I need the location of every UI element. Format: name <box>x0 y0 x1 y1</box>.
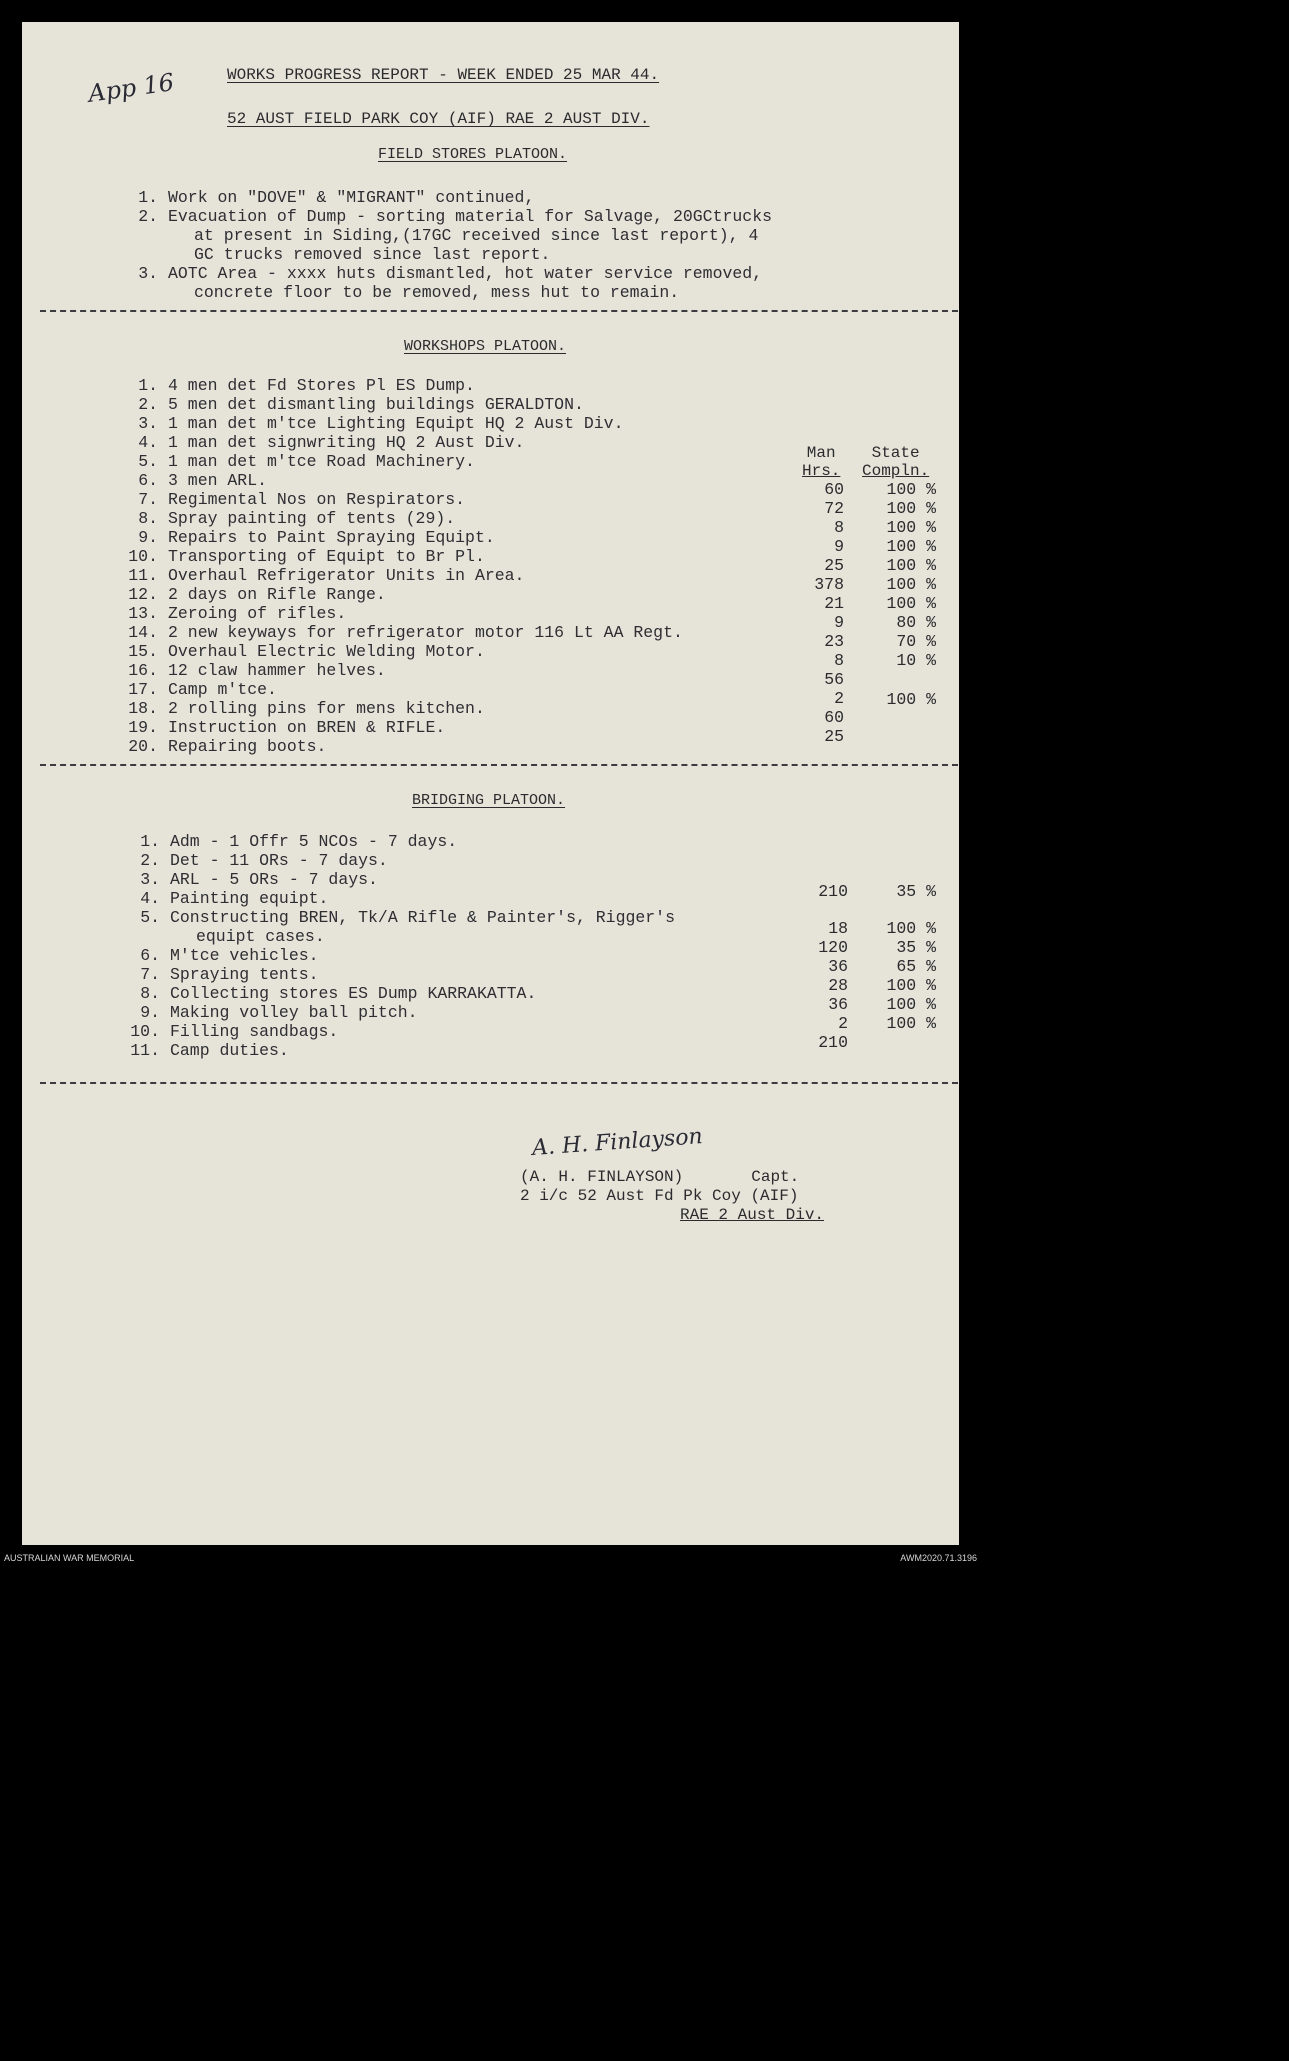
state-value: 100 % <box>886 976 936 995</box>
hours-value: 25 <box>824 556 844 575</box>
signatory-name: (A. H. FINLAYSON) <box>520 1168 684 1186</box>
state-value: 100 % <box>886 995 936 1014</box>
state-value: 35 % <box>896 938 936 957</box>
section-divider <box>40 764 958 766</box>
state-value: 100 % <box>886 575 936 594</box>
signatory-appointment: 2 i/c 52 Aust Fd Pk Coy (AIF) <box>520 1187 799 1205</box>
list-item: 9. Making volley ball pitch. <box>140 1003 418 1022</box>
state-value: 100 % <box>886 556 936 575</box>
list-item: 8. Collecting stores ES Dump KARRAKATTA. <box>140 984 537 1003</box>
workshops-state-column <box>866 480 936 709</box>
hours-value: 72 <box>824 499 844 518</box>
list-item: 7. Regimental Nos on Respirators. <box>138 490 466 509</box>
state-value: 100 % <box>886 690 936 709</box>
field-stores-heading: FIELD STORES PLATOON. <box>378 146 568 163</box>
state-column-header: State Compln. <box>862 444 930 480</box>
hours-value: 2 <box>834 689 844 708</box>
hours-value: 25 <box>824 727 844 746</box>
hours-value: 2 <box>838 1014 848 1033</box>
hours-value: 23 <box>824 632 844 651</box>
bridging-hours-column <box>802 882 848 1052</box>
hours-value: 378 <box>814 575 844 594</box>
state-value: 100 % <box>886 499 936 518</box>
bridging-list <box>124 832 675 1060</box>
document-page <box>22 22 959 1545</box>
signature-scrawl: A. H. Finlayson <box>531 1124 704 1161</box>
list-item: 5. 1 man det m'tce Road Machinery. <box>138 452 475 471</box>
list-item: 16. 12 claw hammer helves. <box>128 661 386 680</box>
state-value: 100 % <box>886 1014 936 1033</box>
hours-value: 60 <box>824 708 844 727</box>
hours-value: 8 <box>834 518 844 537</box>
list-item: 3. 1 man det m'tce Lighting Equipt HQ 2 Aust Div. <box>138 414 624 433</box>
list-item: 17. Camp m'tce. <box>128 680 277 699</box>
hours-value: 36 <box>828 995 848 1014</box>
list-item: 14. 2 new keyways for refrigerator motor 116 Lt AA Regt. <box>128 623 683 642</box>
state-value: 65 % <box>896 957 936 976</box>
list-item: 12. 2 days on Rifle Range. <box>128 585 386 604</box>
list-item: 8. Spray painting of tents (29). <box>138 509 456 528</box>
section-divider <box>40 1082 958 1084</box>
list-item: 7. Spraying tents. <box>140 965 319 984</box>
signatory-rank: Capt. <box>751 1168 800 1186</box>
list-item: 6. 3 men ARL. <box>138 471 268 490</box>
list-item-continuation: concrete floor to be removed, mess hut to remain. <box>194 283 680 302</box>
bridging-heading: BRIDGING PLATOON. <box>412 792 566 809</box>
list-item: 11. Overhaul Refrigerator Units in Area. <box>128 566 525 585</box>
list-item: 1. Work on "DOVE" & "MIGRANT" continued, <box>138 188 535 207</box>
signatory-unit: RAE 2 Aust Div. <box>680 1206 825 1224</box>
workshops-list <box>122 376 683 756</box>
man-hours-column-header: Man Hrs. <box>802 444 841 480</box>
signature-block <box>520 1168 824 1225</box>
list-item: 2. 5 men det dismantling buildings GERALDTON. <box>138 395 584 414</box>
hours-value: 18 <box>828 919 848 938</box>
footer-accession-number: AWM2020.71.3196 <box>900 1553 977 1563</box>
list-item: 10. Filling sandbags. <box>130 1022 339 1041</box>
state-value: 35 % <box>896 882 936 901</box>
hours-value: 60 <box>824 480 844 499</box>
state-value: 100 % <box>886 518 936 537</box>
list-item: 13. Zeroing of rifles. <box>128 604 347 623</box>
list-item: 4. Painting equipt. <box>140 889 329 908</box>
list-item-continuation: equipt cases. <box>196 927 325 946</box>
list-item-continuation: GC trucks removed since last report. <box>194 245 551 264</box>
workshops-hours-column <box>802 480 844 746</box>
unit-title: 52 AUST FIELD PARK COY (AIF) RAE 2 AUST DIV. <box>227 110 650 128</box>
list-item: 1. 4 men det Fd Stores Pl ES Dump. <box>138 376 475 395</box>
hours-value: 9 <box>834 537 844 556</box>
list-item: 19. Instruction on BREN & RIFLE. <box>128 718 446 737</box>
list-item: 2. Evacuation of Dump - sorting material for Salvage, 20GCtrucks <box>138 207 772 226</box>
state-value: 80 % <box>896 613 936 632</box>
report-title: WORKS PROGRESS REPORT - WEEK ENDED 25 MAR 44. <box>227 66 660 84</box>
list-item: 18. 2 rolling pins for mens kitchen. <box>128 699 485 718</box>
state-value: 100 % <box>886 537 936 556</box>
hours-value: 56 <box>824 670 844 689</box>
list-item: 5. Constructing BREN, Tk/A Rifle & Painter's, Rigger's <box>140 908 675 927</box>
footer <box>0 1547 981 1569</box>
section-divider <box>40 310 958 312</box>
list-item: 9. Repairs to Paint Spraying Equipt. <box>138 528 495 547</box>
list-item: 20. Repairing boots. <box>128 737 327 756</box>
list-item: 4. 1 man det signwriting HQ 2 Aust Div. <box>138 433 525 452</box>
state-value: 70 % <box>896 632 936 651</box>
hours-value: 210 <box>818 1033 848 1052</box>
state-value: 100 % <box>886 594 936 613</box>
bridging-state-column <box>866 882 936 1033</box>
list-item: 15. Overhaul Electric Welding Motor. <box>128 642 485 661</box>
state-value: 100 % <box>886 919 936 938</box>
hours-value: 210 <box>818 882 848 901</box>
hours-value: 120 <box>818 938 848 957</box>
hours-value: 21 <box>824 594 844 613</box>
field-stores-list <box>122 188 772 302</box>
hours-value: 9 <box>834 613 844 632</box>
list-item: 10. Transporting of Equipt to Br Pl. <box>128 547 485 566</box>
hours-value: 28 <box>828 976 848 995</box>
list-item: 3. AOTC Area - xxxx huts dismantled, hot water service removed, <box>138 264 763 283</box>
hours-value: 8 <box>834 651 844 670</box>
footer-source: AUSTRALIAN WAR MEMORIAL <box>4 1553 135 1563</box>
hours-value: 36 <box>828 957 848 976</box>
list-item: 3. ARL - 5 ORs - 7 days. <box>140 870 378 889</box>
state-value: 100 % <box>886 480 936 499</box>
state-value: 10 % <box>896 651 936 670</box>
list-item: 11. Camp duties. <box>130 1041 289 1060</box>
list-item-continuation: at present in Siding,(17GC received since last report), 4 <box>194 226 759 245</box>
workshops-heading: WORKSHOPS PLATOON. <box>404 338 567 355</box>
list-item: 6. M'tce vehicles. <box>140 946 319 965</box>
list-item: 2. Det - 11 ORs - 7 days. <box>140 851 388 870</box>
handwritten-annotation: App 16 <box>86 68 176 108</box>
list-item: 1. Adm - 1 Offr 5 NCOs - 7 days. <box>140 832 458 851</box>
